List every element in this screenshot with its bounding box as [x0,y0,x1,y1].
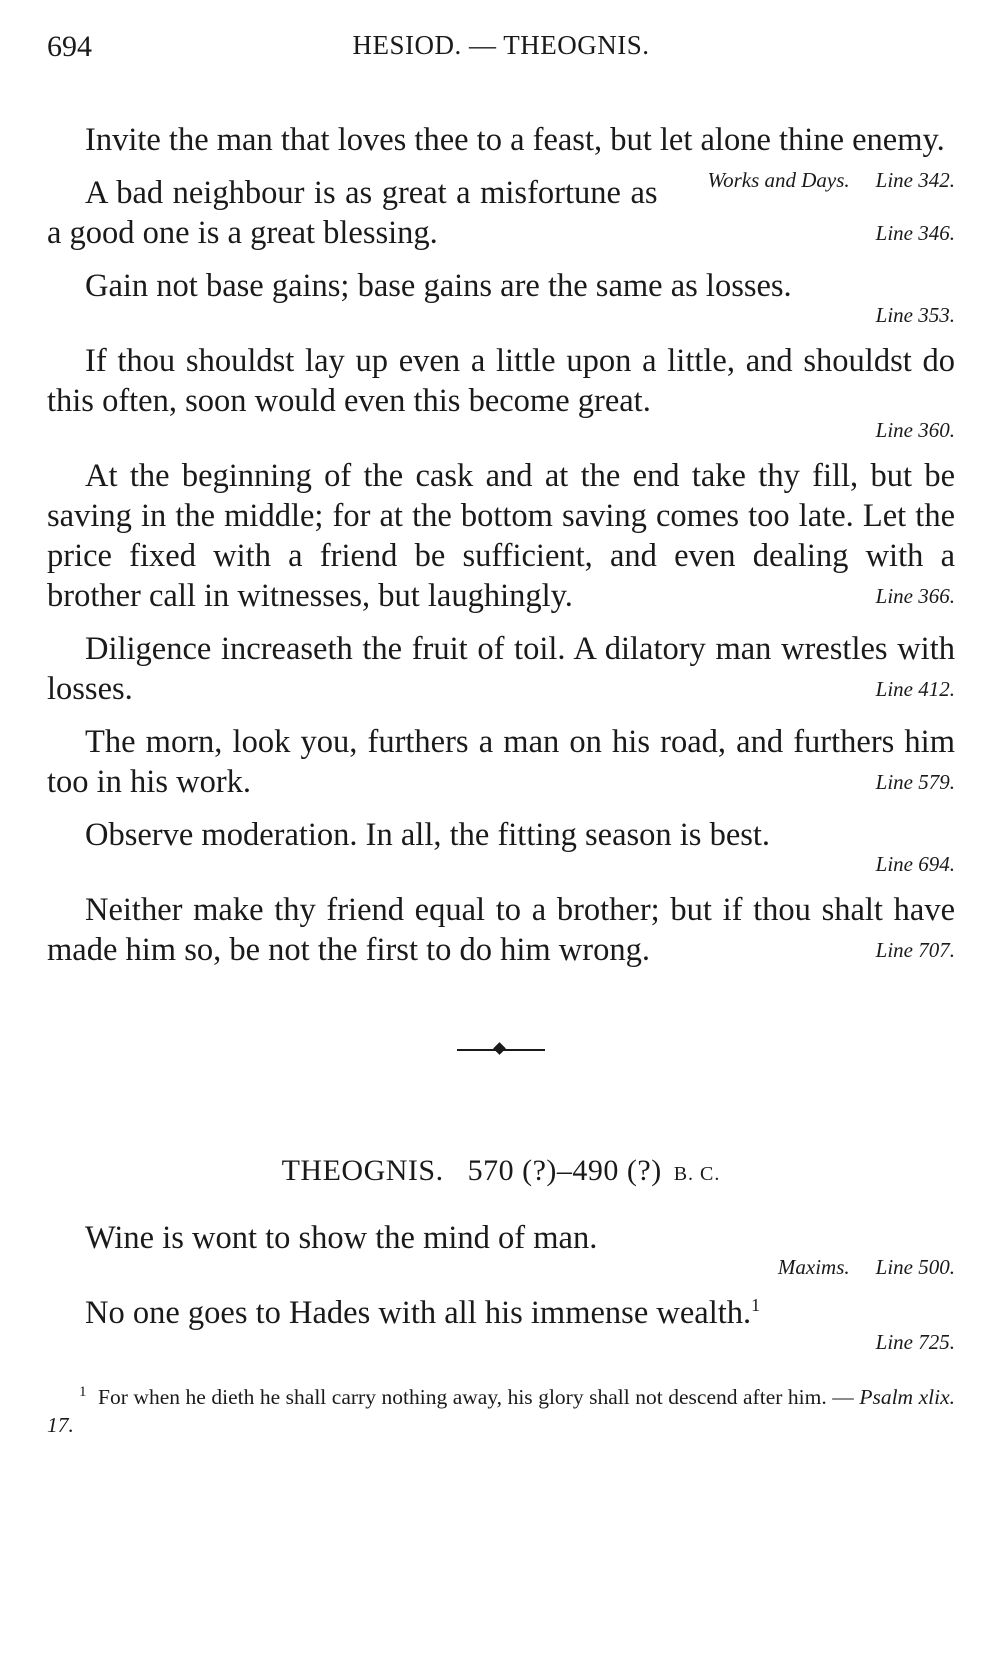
quote-paragraph [47,341,955,443]
citation-work: Works and Days. [707,168,850,192]
citation-line: Line 412. [875,677,955,701]
citation-line: Line 342. [875,168,955,192]
footnote-number: 1 [79,1383,87,1400]
footnote-source: Psalm xlix. 17. [47,1385,955,1437]
author-dates: 570 (?)–490 (?) [467,1154,662,1187]
quote-paragraph [47,815,955,877]
quote-paragraph [47,120,955,192]
citation-line: Line 579. [875,770,955,794]
footnote-marker: 1 [751,1295,761,1316]
theognis-quotes [47,1218,955,1355]
citation-line: Line 707. [875,938,955,962]
quote-text: Diligence increaseth the fruit of toil. A dilatory man wrestles with losses. [47,631,955,707]
quote-text: A bad neighbour is as great a misfortune as a good one is a great blessing. [47,175,658,251]
section-heading [47,1154,955,1188]
citation [670,160,955,200]
citation-line: Line 725. [875,1330,955,1354]
quote-text: The morn, look you, furthers a man on his road, and furthers him too in his work. [47,724,955,800]
quote-paragraph [47,1218,955,1280]
quote-text: If thou shouldst lay up even a little upon a little, and shouldst do this often, soon would even this become great. [47,343,955,419]
footnote [47,1383,955,1439]
footnote-text: For when he dieth he shall carry nothing away, his glory shall not descend after him. — [98,1385,854,1409]
author-era: B. C. [673,1163,721,1185]
author-name: THEOGNIS. [281,1154,444,1187]
quote-text: Gain not base gains; base gains are the same as losses. [85,268,792,304]
quote-paragraph [47,722,955,802]
citation [47,1255,955,1280]
citation-line: Line 366. [875,584,955,608]
diamond-icon [493,1042,506,1055]
running-title: HESIOD. — THEOGNIS. [352,30,650,60]
book-page [47,22,955,1439]
citation-line: Line 694. [875,852,955,876]
quote-text: No one goes to Hades with all his immense wealth. [85,1295,752,1331]
quote-text: Invite the man that loves thee to a feast, but let alone thine enemy. [85,122,945,158]
page-number: 694 [47,30,92,63]
quote-text: Observe moderation. In all, the fitting season is best. [85,817,771,853]
running-head [47,22,955,72]
citation-line: Line 353. [875,303,955,327]
citation-line: Line 500. [875,1255,955,1279]
quote-paragraph [47,890,955,970]
quote-paragraph [47,456,955,616]
hesiod-quotes [47,120,955,970]
section-divider-ornament [47,1010,955,1090]
citation-work: Maxims. [777,1255,850,1279]
quote-text: Wine is wont to show the mind of man. [85,1220,598,1256]
quote-text: At the beginning of the cask and at the end take thy fill, but be saving in the middle; for at the bottom saving comes too late. Let the price fixed with a friend be sufficient, and even dealing with a brother call in witnesses, but laughingly. [47,458,955,614]
citation-line: Line 346. [875,221,955,245]
citation-line: Line 360. [875,418,955,442]
quote-paragraph [47,629,955,709]
quote-paragraph [47,266,955,328]
quote-paragraph [47,1293,955,1355]
quote-text: Neither make thy friend equal to a brother; but if thou shalt have made him so, be not the first to do him wrong. [47,892,955,968]
